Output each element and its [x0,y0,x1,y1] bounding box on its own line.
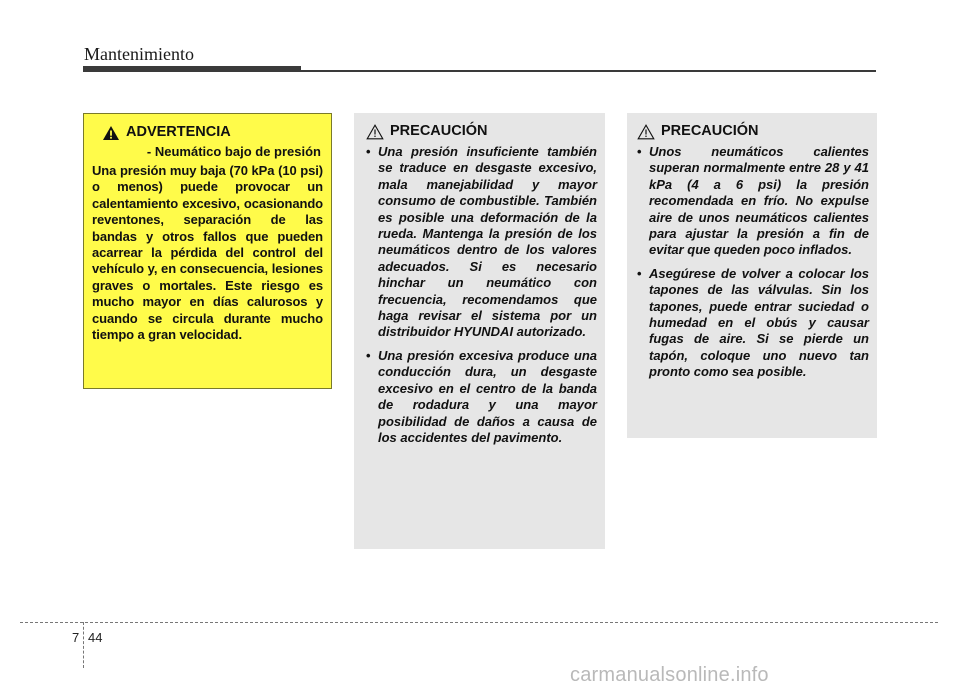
warning-subtitle: - Neumático bajo de presión [146,144,321,159]
warning-header [92,124,323,141]
caution-list-2 [637,144,869,381]
caution-box-2 [627,113,877,438]
caution-box-1 [354,113,605,549]
warning-title: ADVERTENCIA [126,124,231,140]
caution-header-1 [366,123,597,140]
page-number: 44 [88,630,103,645]
page-chapter: 7 [72,630,80,645]
caution-header-2 [637,123,869,140]
caution-title-1: PRECAUCIÓN [390,123,488,139]
warning-box [83,113,332,389]
bullet: • [637,265,642,281]
bullet: • [366,144,371,159]
footer-rule [20,622,938,623]
list-item-text: Unos neumáticos calientes superan normalmente entre 28 y 41 kPa (4 a 6 psi) la presión recomendada en frío. No expulse aire de unos neumáticos calientes para ajustar la presión a fin de evitar que queden poco inflados. [649,144,869,258]
caution-title-2: PRECAUCIÓN [661,123,759,139]
warning-body: Una presión muy baja (70 kPa (10 psi) o menos) puede provocar un calentamiento excesivo, ocasionando reventones, separación de las bandas y otros fallos que pueden acarrear la pérdida del control del vehículo y, en consecuencia, lesiones graves o mortales. Este riesgo es mucho mayor en días calurosos y cuando se circula durante mucho tiempo a gran velocidad. [92,163,323,343]
list-item [637,144,869,259]
caution-icon [366,124,384,140]
list-item [366,144,597,341]
header-rule-thick [83,66,301,72]
list-item-text: Asegúrese de volver a colocar los tapones de las válvulas. Sin los tapones, puede entrar suciedad o humedad en el obús y causar fugas de aire. Si se pierde un tapón, coloque uno nuevo tan pronto como sea posible. [649,265,869,380]
caution-list-1 [366,144,597,446]
list-item-text: Una presión insuficiente también se traduce en desgaste excesivo, mala manejabilidad y mayor consumo de combustible. También es posible una deformación de la rueda. Mantenga la presión de los neumáticos dentro de los valores adecuados. Si es necesario hinchar un neumático con frecuencia, recomendamos que haga revisar el sistema por un distribuidor HYUNDAI autorizado. [378,144,597,340]
watermark-bottom: carmanualsonline.info [570,664,769,686]
header-rule-thin [301,70,876,72]
list-item [366,348,597,446]
footer-divider [83,622,84,668]
bullet: • [366,347,371,363]
bullet: • [637,144,642,159]
section-title: Mantenimiento [84,44,194,64]
caution-icon [637,124,655,140]
warning-icon [102,125,120,141]
list-item-text: Una presión excesiva produce una conducción dura, un desgaste excesivo en el centro de la banda de rodadura y una mayor posibilidad de daños a causa de los accidentes del pavimento. [378,347,597,445]
list-item [637,266,869,381]
